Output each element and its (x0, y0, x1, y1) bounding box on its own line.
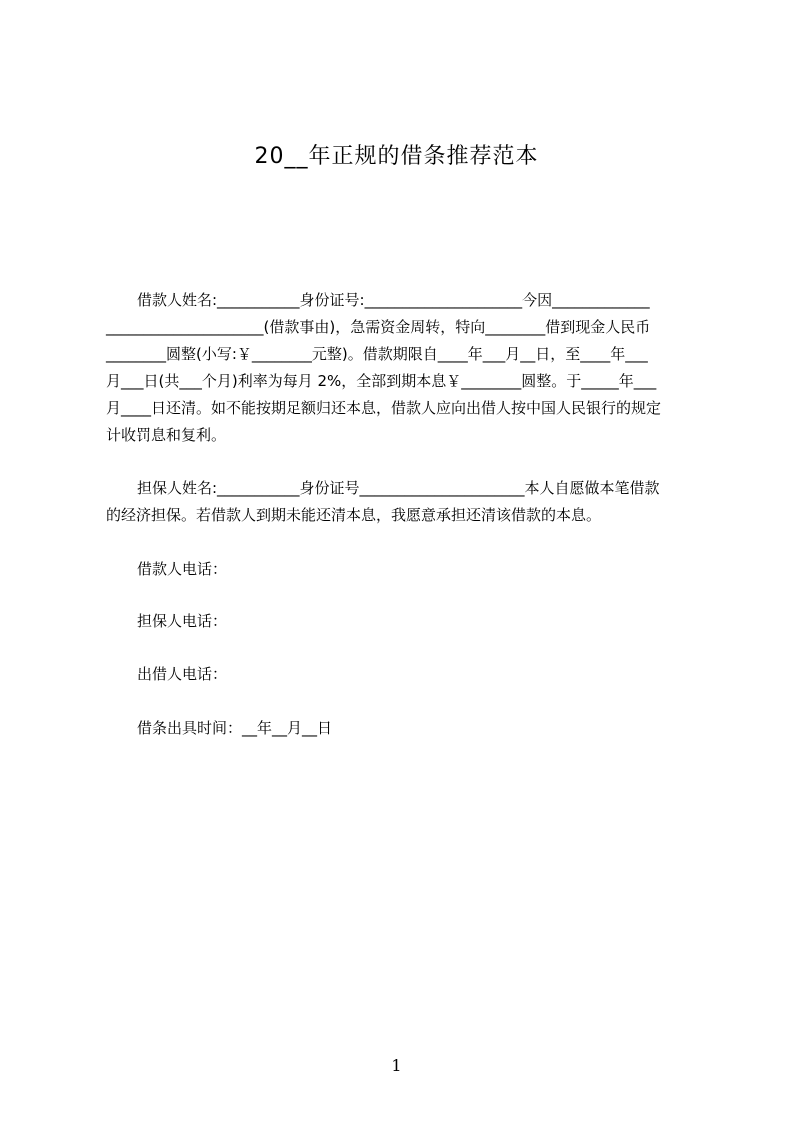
borrower-phone-label: 借款人电话： (137, 560, 228, 578)
guarantee-paragraph-line: 的经济担保。若借款人到期未能还清本息，我愿意承担还清该借款的本息。 (106, 506, 602, 524)
loan-paragraph-line: 计收罚息和复利。 (106, 426, 227, 444)
loan-paragraph-line: 月____日还清。如不能按期足额归还本息，借款人应向出借人按中国人民银行的规定 (106, 399, 662, 417)
page-number: 1 (391, 1056, 402, 1075)
loan-paragraph-line: _____________________(借款事由)，急需资金周转，特向________借到现金人民币 (106, 318, 651, 336)
loan-paragraph-line: 借款人姓名:___________身份证号:_____________________今因_____________ (137, 291, 650, 309)
guarantee-paragraph-line: 担保人姓名:___________身份证号______________________本人自愿做本笔借款 (137, 479, 660, 497)
loan-paragraph-line: 月___日(共___个月)利率为每月 2%，全部到期本息￥________圆整。于_____年___ (106, 372, 657, 390)
guarantor-phone-label: 担保人电话： (137, 612, 228, 630)
issue-date-label: 借条出具时间：__年__月__日 (137, 719, 333, 737)
loan-paragraph-line: ________圆整(小写:￥________元整)。借款期限自____年___月__日，至____年___ (106, 345, 648, 363)
page-title: 20__年正规的借条推荐范本 (254, 144, 539, 169)
lender-phone-label: 出借人电话： (137, 665, 228, 683)
